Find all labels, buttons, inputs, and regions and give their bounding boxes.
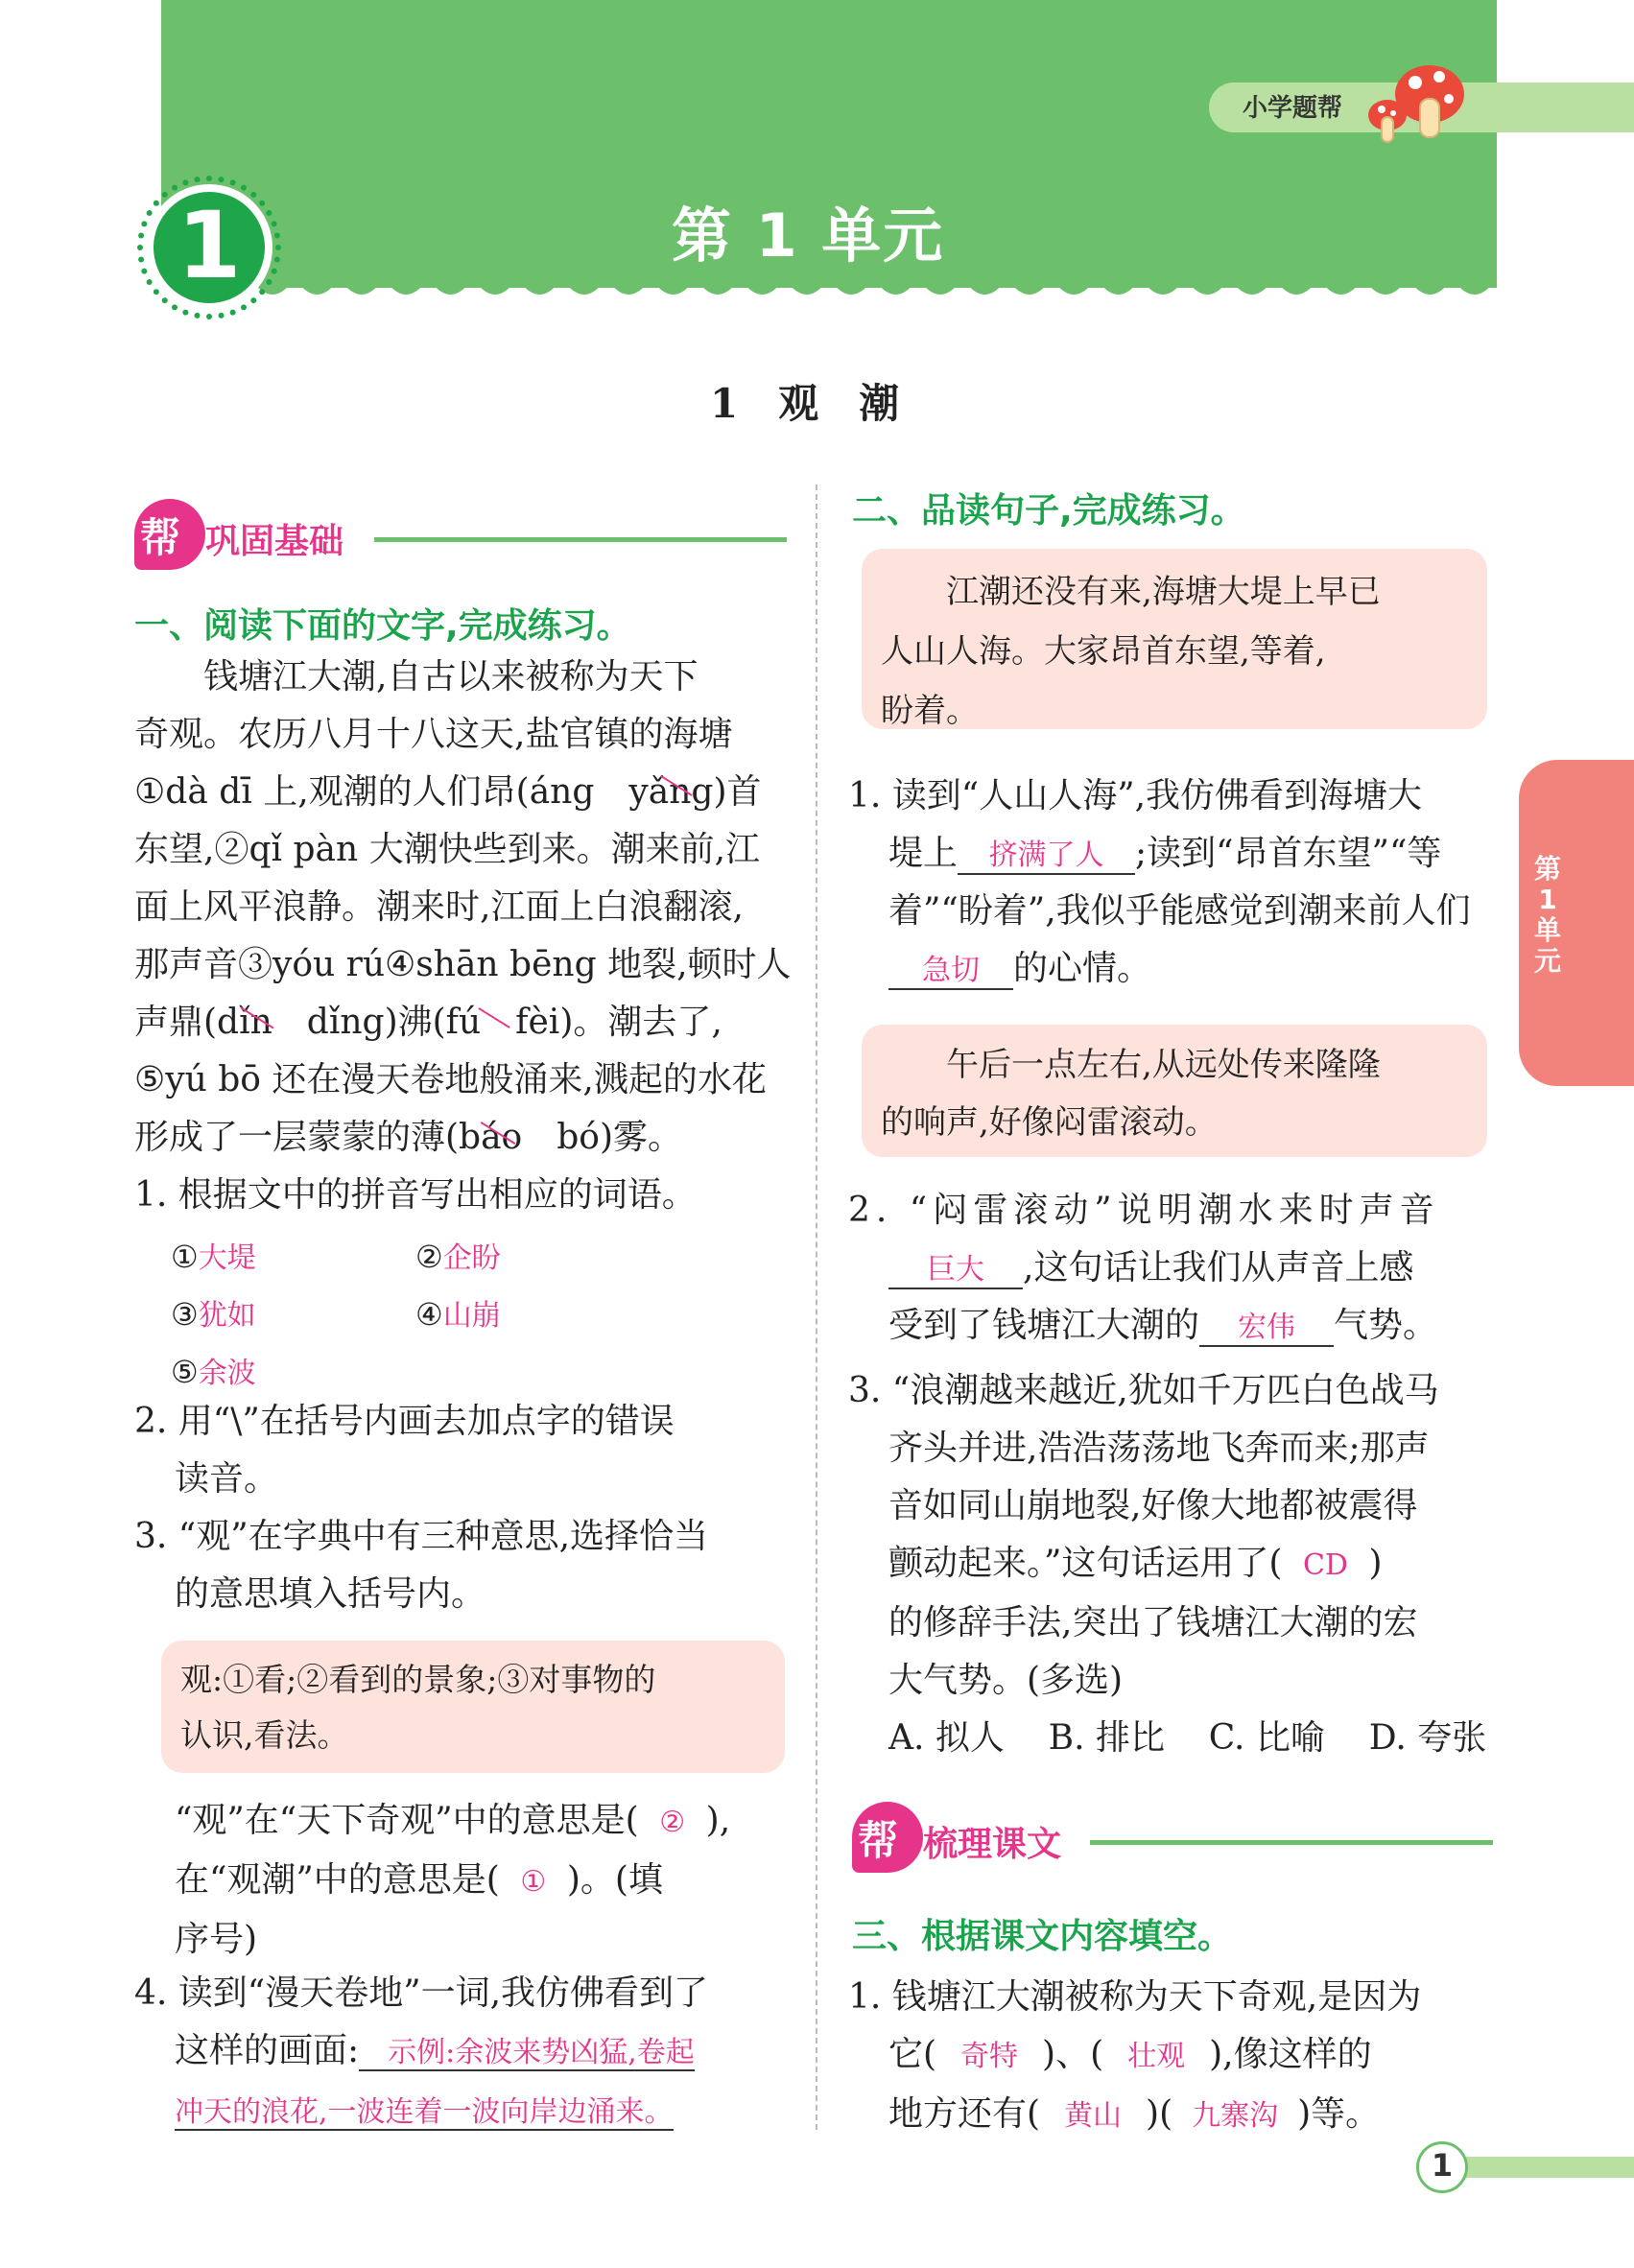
badge-bang-text: 帮 [858,1817,899,1864]
choice-answer: CD [1302,1548,1348,1582]
q1-sub4: 4. 读到“漫天卷地”一词,我仿佛看到了 这样的画面: 示例:余波来势凶猛,卷起 冲天的浪花,一波连着一波向岸边涌来。 [134,1973,709,2129]
passage-line: 钱塘江大潮,自古以来被称为天下 [134,657,699,697]
section-header-sort [852,1802,1495,1878]
q3-sub1: 1. 钱塘江大潮被称为天下奇观,是因为 它( 奇特 )、( 壮观 ),像这样的 地方还有( 黄山 )( 九寨沟 )等。 [848,1969,1421,2145]
page-number-bar [1439,2157,1634,2178]
q1-sub1: 1. 根据文中的拼音写出相应的词语。 [134,1175,697,1215]
q1-sub3-fill: “观”在“天下奇观”中的意思是( ② ), 在“观潮”中的意思是( ① )。(填 序号) [175,1792,730,1969]
badge-bang-text: 帮 [140,514,181,561]
fill-answer: 黄山 [1064,2099,1123,2133]
answer-item: ④山崩 [415,1296,501,1333]
answer-blank: 急切 [888,954,1013,990]
answer-item: ①大堤 [171,1239,256,1275]
side-tab-text: 第 1 单 元 [1533,853,1561,977]
unit-title: 第 1 单元 [672,201,945,271]
mushroom-icon [1362,56,1468,147]
passage-line: ①dà dī 上,观潮的人们昂(áng yǎng)首 [134,772,762,812]
option-b: B. 排比 [1048,1718,1166,1758]
q1-sub3: 3. “观”在字典中有三种意思,选择恰当 的意思填入括号内。 [134,1517,709,1614]
quote-text-1: 江潮还没有来,海塘大堤上早已 人山人海。大家昂首东望,等着, 盼着。 [881,573,1381,730]
q3-heading: 三、根据课文内容填空。 [852,1917,1233,1956]
answer-item: ③犹如 [171,1296,256,1333]
answer-blank: 宏伟 [1199,1311,1334,1347]
q2-sub3: 3. “浪潮越来越近,犹如千万匹白色战马 齐头并进,浩浩荡荡地飞奔而来;那声 音如同山崩地裂,好像大地都被震得 颤动起来。”这句话运用了( CD ) 的修辞手法,突出了钱塘江大潮的宏 大气势。(多选) A. 拟人 B. 排比 C. 比喻 D. 夸张 [848,1371,1487,1758]
option-c: C. 比喻 [1208,1718,1325,1758]
q1-sub2: 2. 用“\”在括号内画去加点字的错误 读音。 [134,1402,675,1499]
passage-line: 声鼎(dǐn dǐng)沸(fú fèi)。潮去了, [134,1003,722,1042]
answer-item: ⑤余波 [171,1354,256,1390]
q2-sub1: 1. 读到“人山人海”,我仿佛看到海塘大 堤上 挤满了人 ;读到“昂首东望”“等 着”“盼着”,我似乎能感觉到潮来前人们 急切 的心情。 [848,776,1471,988]
brand-label: 小学题帮 [1243,94,1343,123]
sub4-answer-line1: 示例:余波来势凶猛,卷起 [359,2036,695,2071]
answer-blank: 挤满了人 [958,839,1135,875]
passage-line: 面上风平浪静。潮来时,江面上白浪翻滚, [134,887,744,927]
lesson-title: 1 观 潮 [710,380,900,427]
passage-line: 奇观。农历八月十八这天,盐官镇的海塘 [134,715,733,754]
banner-wave [161,278,1497,313]
section-header-consolidate [134,499,787,576]
option-d: D. 夸张 [1368,1718,1487,1758]
sub4-answer-line2: 冲天的浪花,一波连着一波向岸边涌来。 [175,2095,674,2129]
passage-line: ⑤yú bō 还在漫天卷地般涌来,溅起的水花 [134,1060,767,1099]
fill-answer: 九寨沟 [1192,2099,1279,2133]
quote-text-2: 午后一点左右,从远处传来隆隆 的响声,好像闷雷滚动。 [881,1046,1381,1142]
q2-sub2: 2. “闷雷滚动”说明潮水来时声音 巨大 ,这句话让我们从声音上感 受到了钱塘江大潮的 宏伟 气势。 [848,1191,1440,1345]
page-number: 1 [1431,2147,1454,2184]
passage-line: 那声音③yóu rú④shān bēng 地裂,顿时人 [134,945,792,984]
answer-item: ②企盼 [415,1239,501,1275]
section-label-sort: 梳理课文 [923,1825,1062,1864]
passage-line: 形成了一层蒙蒙的薄(báo bó)雾。 [134,1118,682,1157]
unit-number: 1 [177,192,242,299]
fill-answer: 壮观 [1127,2040,1186,2073]
section-label-consolidate: 巩固基础 [205,522,344,561]
definition-text: 观:①看;②看到的景象;③对事物的 认识,看法。 [180,1661,656,1754]
passage [134,649,792,1167]
passage-line: 东望,②qǐ pàn 大潮快些到来。潮来前,江 [134,830,761,869]
column-divider [816,484,817,2130]
answer-blank: 巨大 [888,1253,1023,1289]
fill-answer: 奇特 [960,2040,1019,2073]
option-a: A. 拟人 [888,1718,1005,1758]
fill-answer: ② [659,1806,686,1839]
q1-heading: 一、阅读下面的文字,完成练习。 [134,606,631,646]
q2-heading: 二、品读句子,完成练习。 [852,491,1245,531]
fill-answer: ① [520,1865,547,1899]
